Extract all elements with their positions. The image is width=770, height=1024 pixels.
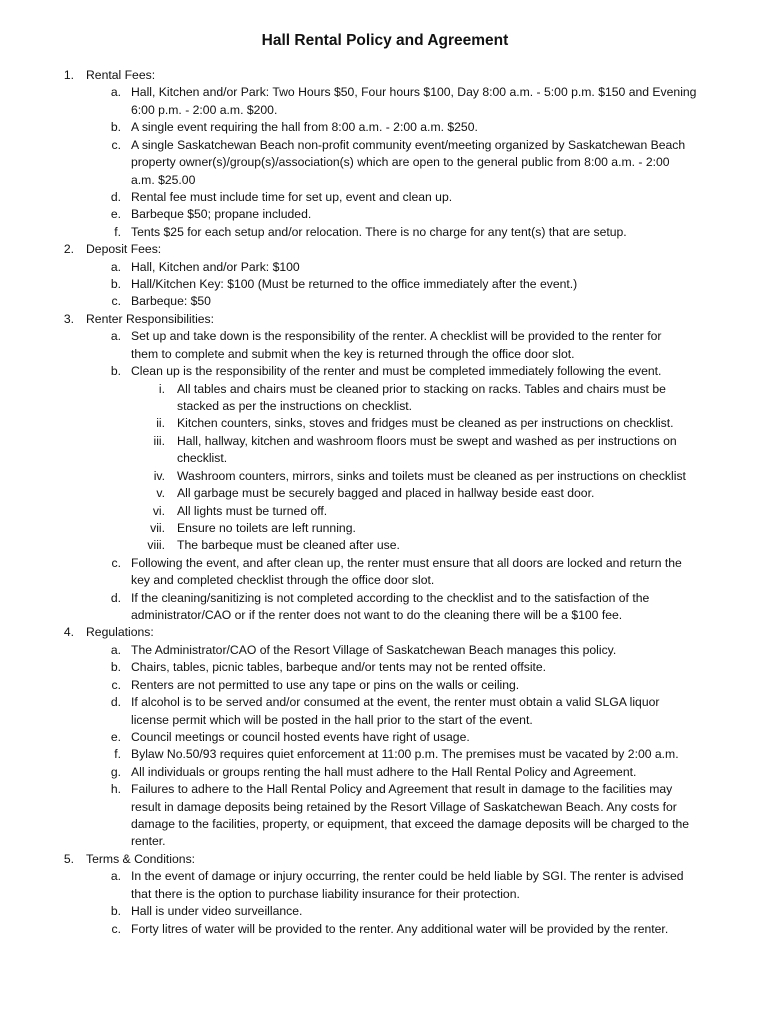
list-marker: a. xyxy=(110,869,121,884)
list-item-text: Rental Fees: xyxy=(86,68,156,82)
list-item-text: All tables and chairs must be cleaned prior to stacking on racks. Tables and chairs must be xyxy=(177,381,666,396)
list-marker: b. xyxy=(110,660,121,675)
list-item-text: In the event of damage or injury occurring, the renter could be held liable by SGI. The renter is advised xyxy=(131,869,684,884)
list-marker: a. xyxy=(110,85,121,100)
list-item-text: Renters are not permitted to use any tape or pins on the walls or ceiling. xyxy=(131,677,520,692)
list-marker: b. xyxy=(110,120,121,135)
list-item-text: Barbeque $50; propane included. xyxy=(131,207,312,222)
list-item-text: If alcohol is to be served and/or consumed at the event, the renter must obtain a valid SLGA liquor xyxy=(131,695,660,710)
list-item-text: that there is the option to purchase liability insurance for their protection. xyxy=(131,886,520,901)
list-marker: a. xyxy=(110,259,121,274)
list-marker: b. xyxy=(110,904,121,919)
list-item-text: Barbeque: $50 xyxy=(131,294,211,309)
list-marker: ii. xyxy=(156,416,165,431)
list-item-text: them to complete and submit when the key is returned through the office door slot. xyxy=(131,346,575,361)
list-item-text: The barbeque must be cleaned after use. xyxy=(177,538,400,553)
list-item-text: Clean up is the responsibility of the renter and must be completed immediately following the event. xyxy=(131,364,662,379)
list-item-text: Kitchen counters, sinks, stoves and fridges must be cleaned as per instructions on checklist. xyxy=(177,416,674,431)
list-item-text: Renter Responsibilities: xyxy=(86,311,215,326)
list-marker: b. xyxy=(110,364,121,379)
list-item-text: All lights must be turned off. xyxy=(177,503,328,518)
list-marker: c. xyxy=(111,137,121,152)
list-marker: h. xyxy=(110,782,121,797)
list-marker: d. xyxy=(110,590,121,605)
list-marker: d. xyxy=(110,189,121,204)
list-marker: iii. xyxy=(153,433,165,448)
list-marker: a. xyxy=(110,329,121,344)
list-marker: c. xyxy=(111,555,121,570)
list-item-text: Hall, Kitchen and/or Park: $100 xyxy=(131,259,300,274)
list-item-text: Regulations: xyxy=(86,625,154,640)
list-item-text: Washroom counters, mirrors, sinks and toilets must be cleaned as per instructions on checklist xyxy=(177,468,686,483)
list-marker: 5. xyxy=(63,851,74,866)
list-item-text: Hall/Kitchen Key: $100 (Must be returned to the office immediately after the event.) xyxy=(131,277,578,292)
list-marker: 4. xyxy=(63,625,74,640)
list-item-text: A single Saskatchewan Beach non-profit community event/meeting organized by Saskatchewan Beach xyxy=(131,137,686,152)
list-item-text: The Administrator/CAO of the Resort Village of Saskatchewan Beach manages this policy. xyxy=(131,642,617,657)
list-marker: i. xyxy=(158,381,165,396)
list-marker: 1. xyxy=(63,68,74,82)
list-item-text: administrator/CAO or if the renter does not want to do the cleaning there will be a $100 fee. xyxy=(131,608,623,623)
list-item-text: Terms & Conditions: xyxy=(86,851,196,866)
list-item-text: Bylaw No.50/93 requires quiet enforcement at 11:00 p.m. The premises must be vacated by 2:00 a.m. xyxy=(131,747,679,762)
list-item-text: checklist. xyxy=(177,451,228,466)
list-marker: d. xyxy=(110,695,121,710)
list-marker: vii. xyxy=(150,520,165,535)
list-item-text: Hall, Kitchen and/or Park: Two Hours $50, Four hours $100, Day 8:00 a.m. - 5:00 p.m. $150 and Evening xyxy=(131,85,697,100)
list-item-text: Deposit Fees: xyxy=(86,242,162,257)
list-item-text: Failures to adhere to the Hall Rental Policy and Agreement that result in damage to the facilities may xyxy=(131,782,673,797)
list-item-text: damage to the facilities, property, or equipment, that exceed the damage deposits will be charged to the xyxy=(131,817,690,832)
list-marker: g. xyxy=(110,764,121,779)
list-marker: e. xyxy=(110,207,121,222)
list-marker: f. xyxy=(114,224,121,239)
list-item-text: Hall is under video surveillance. xyxy=(131,904,303,919)
list-item-text: Tents $25 for each setup and/or relocation. There is no charge for any tent(s) that are setup. xyxy=(131,224,627,239)
list-item-text: Forty litres of water will be provided to the renter. Any additional water will be provided by the renter. xyxy=(131,921,669,936)
list-marker: f. xyxy=(114,747,121,762)
list-item-text: renter. xyxy=(131,834,166,849)
list-marker: viii. xyxy=(147,538,165,553)
list-marker: c. xyxy=(111,677,121,692)
list-marker: b. xyxy=(110,277,121,292)
list-marker: iv. xyxy=(153,468,165,483)
list-item-text: result in damage deposits being retained by the Resort Village of Saskatchewan Beach. Any costs for xyxy=(131,799,677,814)
list-marker: e. xyxy=(110,729,121,744)
list-marker: 2. xyxy=(63,242,74,257)
list-item-text: Chairs, tables, picnic tables, barbeque and/or tents may not be rented offsite. xyxy=(131,660,547,675)
list-item-text: key and completed checklist through the office door slot. xyxy=(131,573,435,588)
list-marker: c. xyxy=(111,294,121,309)
list-item-text: Set up and take down is the responsibility of the renter. A checklist will be provided to the renter for xyxy=(131,329,662,344)
list-item-text: 6:00 p.m. - 2:00 a.m. $200. xyxy=(131,102,278,117)
list-item-text: property owner(s)/group(s)/association(s) which are open to the general public from 8:00 a.m. - 2:00 xyxy=(131,155,670,170)
list-item-text: All garbage must be securely bagged and placed in hallway beside east door. xyxy=(177,486,595,501)
document-title: Hall Rental Policy and Agreement xyxy=(261,32,509,49)
list-item-text: license permit which will be posted in the hall prior to the start of the event. xyxy=(131,712,533,727)
list-item-text: stacked as per the instructions on checklist. xyxy=(177,398,413,413)
list-marker: vi. xyxy=(152,503,165,518)
list-marker: v. xyxy=(156,486,165,501)
list-marker: a. xyxy=(110,642,121,657)
list-item-text: Rental fee must include time for set up, event and clean up. xyxy=(131,189,453,204)
list-item-text: Council meetings or council hosted events have right of usage. xyxy=(131,729,470,744)
list-item-text: Following the event, and after clean up, the renter must ensure that all doors are locked and return the xyxy=(131,555,682,570)
list-item-text: Ensure no toilets are left running. xyxy=(177,520,356,535)
list-item-text: Hall, hallway, kitchen and washroom floors must be swept and washed as per instructions on xyxy=(177,433,677,448)
list-item-text: All individuals or groups renting the hall must adhere to the Hall Rental Policy and Agreement. xyxy=(131,764,637,779)
list-marker: 3. xyxy=(63,311,74,326)
list-item-text: a.m. $25.00 xyxy=(131,172,196,187)
list-item-text: If the cleaning/sanitizing is not completed according to the checklist and to the satisfaction of the xyxy=(131,590,650,605)
list-marker: c. xyxy=(111,921,121,936)
list-item-text: A single event requiring the hall from 8:00 a.m. - 2:00 a.m. $250. xyxy=(131,120,478,135)
